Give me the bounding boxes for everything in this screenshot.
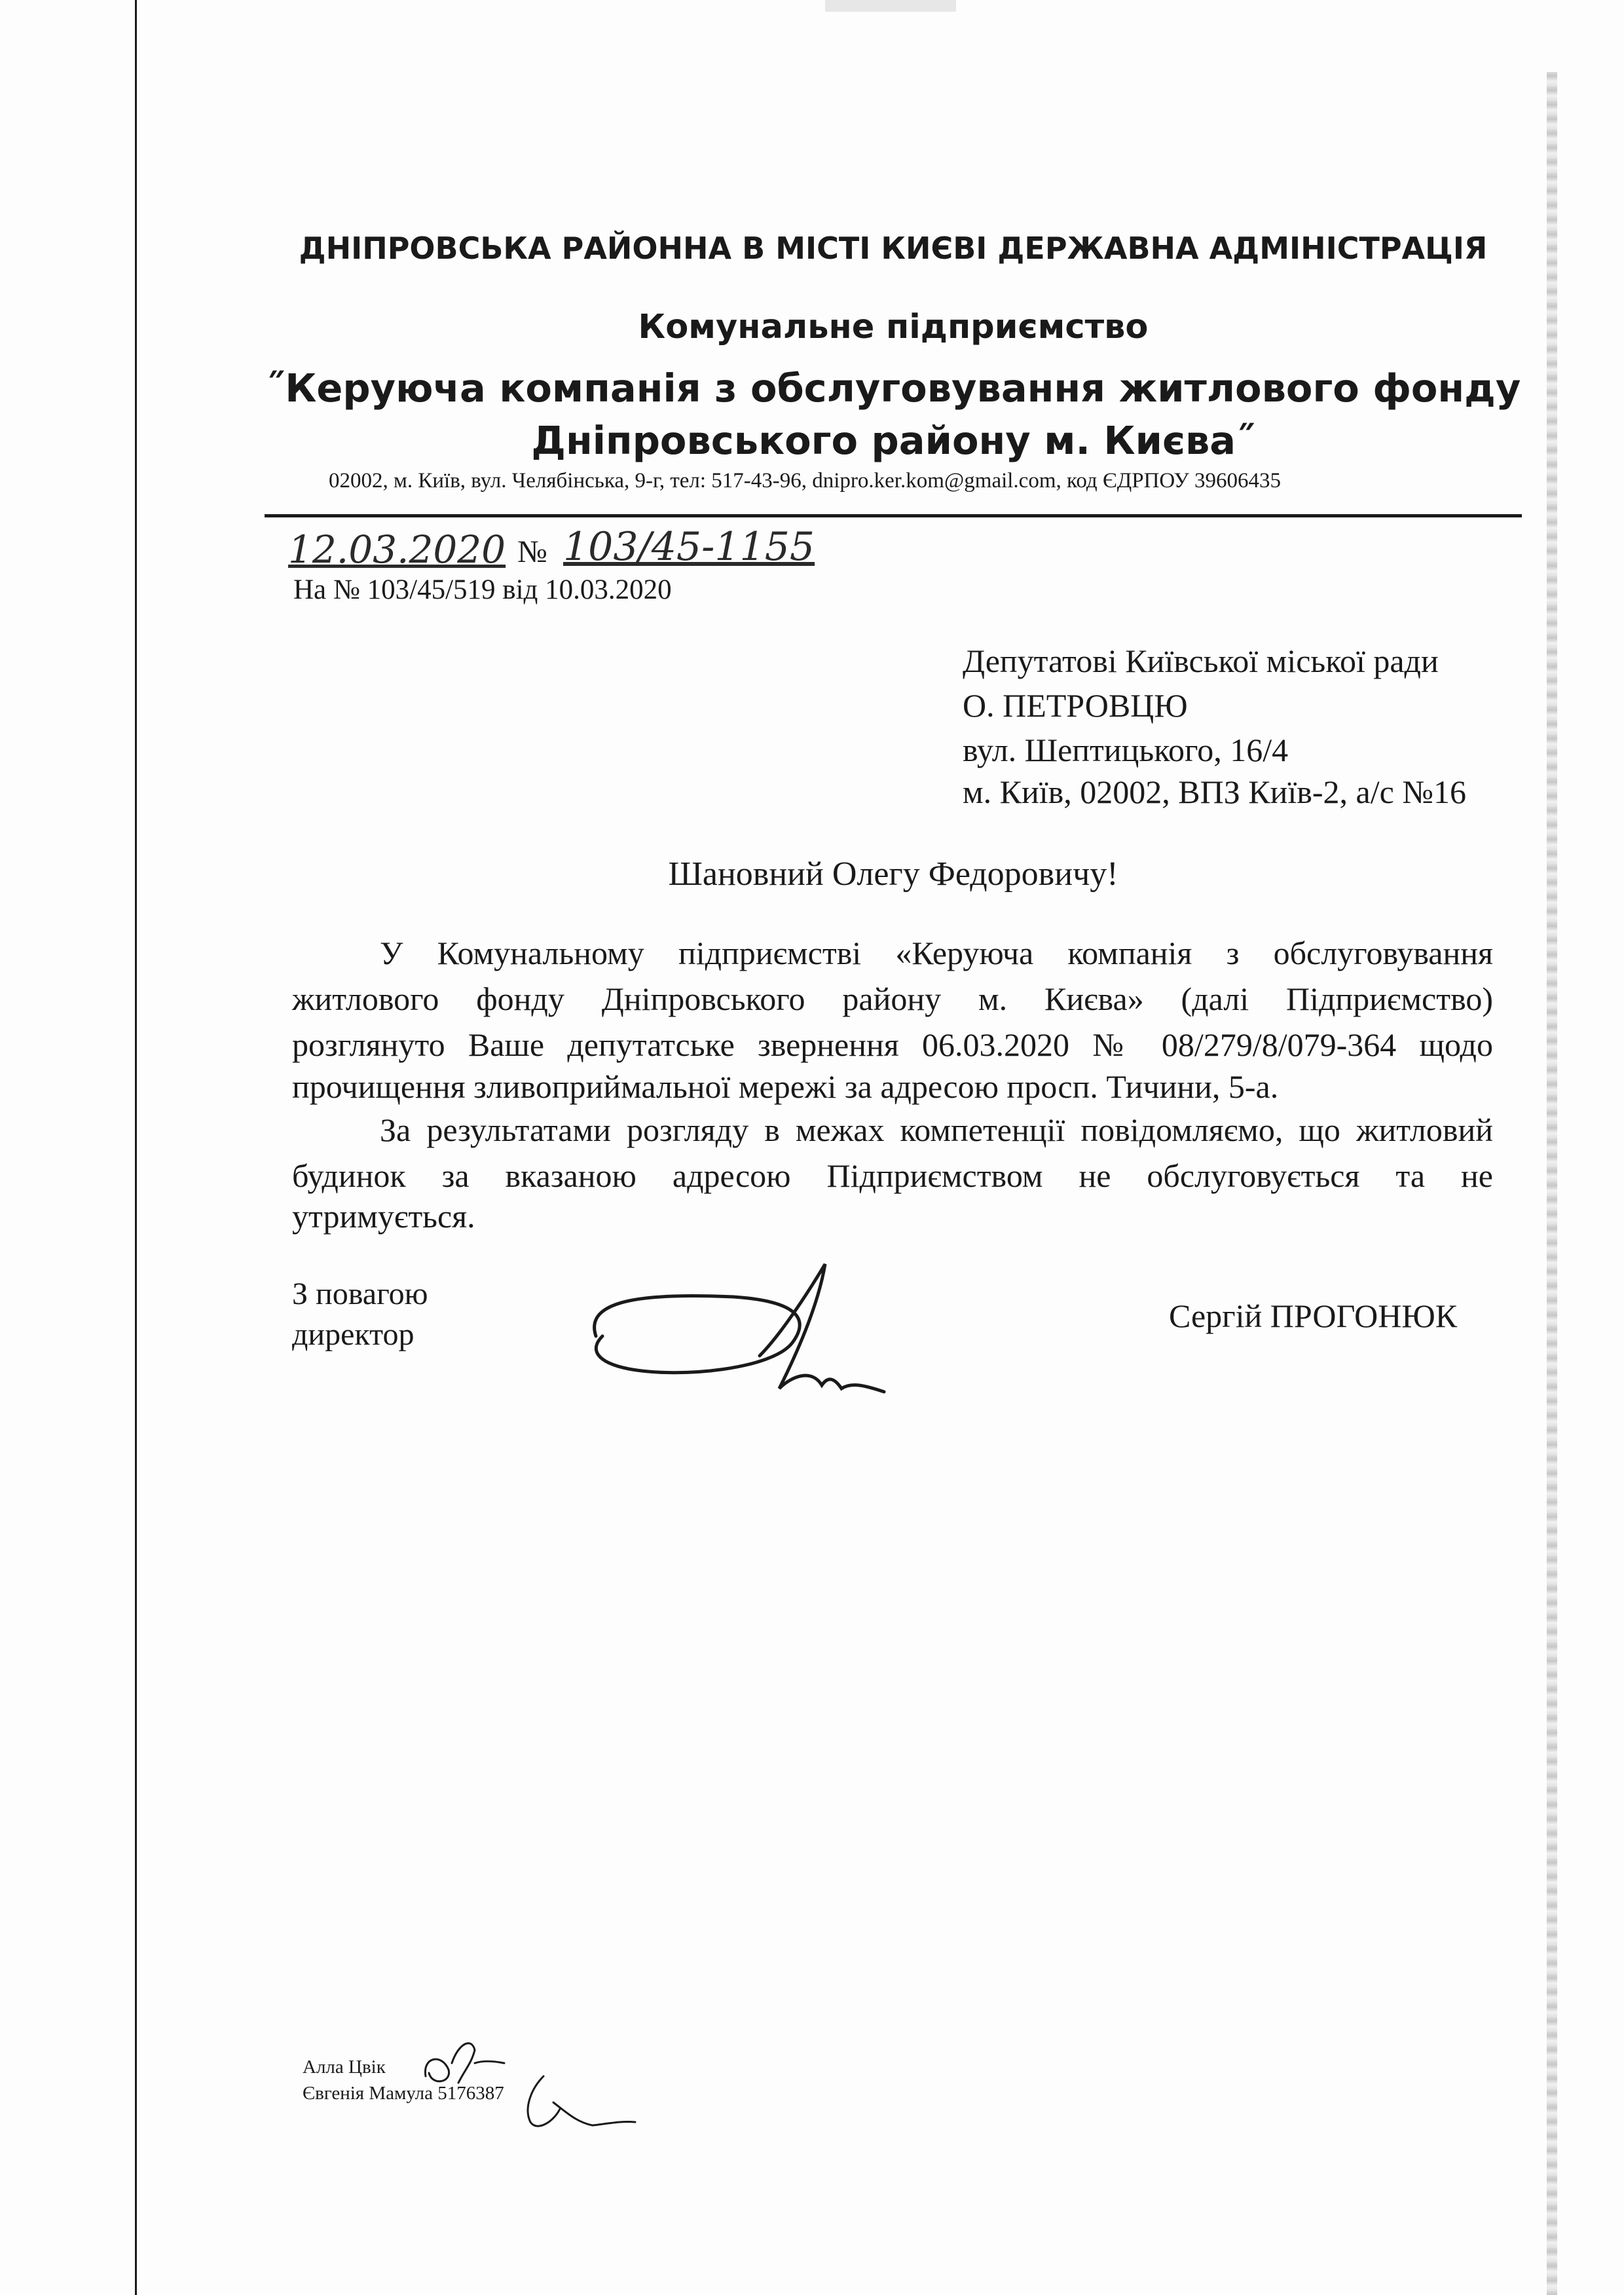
- letterhead-rule: [265, 514, 1522, 517]
- body-p1-line2: житлового фонду Дніпровського району м. Києва» (далі Підприємство): [292, 980, 1493, 1017]
- addressee-line1: Депутатові Київської міської ради: [963, 643, 1439, 679]
- scan-right-edge-noise: [1547, 72, 1557, 2295]
- closing-position: директор: [292, 1317, 415, 1352]
- reply-reference: На № 103/45/519 від 10.03.2020: [293, 574, 672, 605]
- scan-top-smudge: [825, 0, 956, 12]
- body-p2-line2: будинок за вказаною адресою Підприємством не обслуговується та не: [292, 1157, 1493, 1194]
- company-name-line1: ˝Керуюча компанія з обслуговування житлового фонду: [265, 365, 1521, 411]
- body-p1-line4: прочищення зливоприймальної мережі за адресою просп. Тичини, 5-а.: [292, 1068, 1279, 1105]
- addressee-line4: м. Київ, 02002, ВПЗ Київ-2, а/с №16: [963, 774, 1466, 810]
- enterprise-type-heading: Комунальне підприємство: [638, 308, 1149, 346]
- company-contacts: 02002, м. Київ, вул. Челябінська, 9-г, тел: 517-43-96, dnipro.ker.kom@gmail.com, код ЄДРПОУ 39606435: [329, 469, 1282, 493]
- director-signature: [576, 1258, 930, 1408]
- body-p1-line1: У Комунальному підприємстві «Керуюча компанія з обслуговування: [380, 935, 1493, 971]
- registration-number-sign: №: [517, 534, 547, 569]
- executor-line2: Євгенія Мамула 5176387: [303, 2083, 504, 2104]
- signatory-name: Сергій ПРОГОНЮК: [1169, 1297, 1458, 1334]
- addressee-line3: вул. Шептицького, 16/4: [963, 732, 1289, 768]
- registration-date: 12.03.2020: [288, 527, 506, 572]
- registration-number: 103/45-1155: [563, 524, 815, 570]
- executor-initials-mark: [413, 2024, 648, 2142]
- body-p2-line1: За результатами розгляду в межах компетенції повідомляємо, що житловий: [380, 1111, 1493, 1148]
- body-p1-line3: розглянуто Ваше депутатське звернення 06.03.2020 № 08/279/8/079-364 щодо: [292, 1026, 1493, 1063]
- executor-line1: Алла Цвік: [303, 2057, 386, 2078]
- closing-regards: З повагою: [292, 1277, 428, 1311]
- body-p2-line3: утримується.: [292, 1198, 475, 1235]
- administration-heading: ДНІПРОВСЬКА РАЙОННА В МІСТІ КИЄВІ ДЕРЖАВНА АДМІНІСТРАЦІЯ: [299, 231, 1488, 266]
- scan-left-edge: [135, 0, 137, 2295]
- addressee-line2: О. ПЕТРОВЦЮ: [963, 687, 1188, 724]
- salutation: Шановний Олегу Федоровичу!: [668, 855, 1118, 893]
- company-name-line2: Дніпровського району м. Києва˝: [531, 418, 1255, 463]
